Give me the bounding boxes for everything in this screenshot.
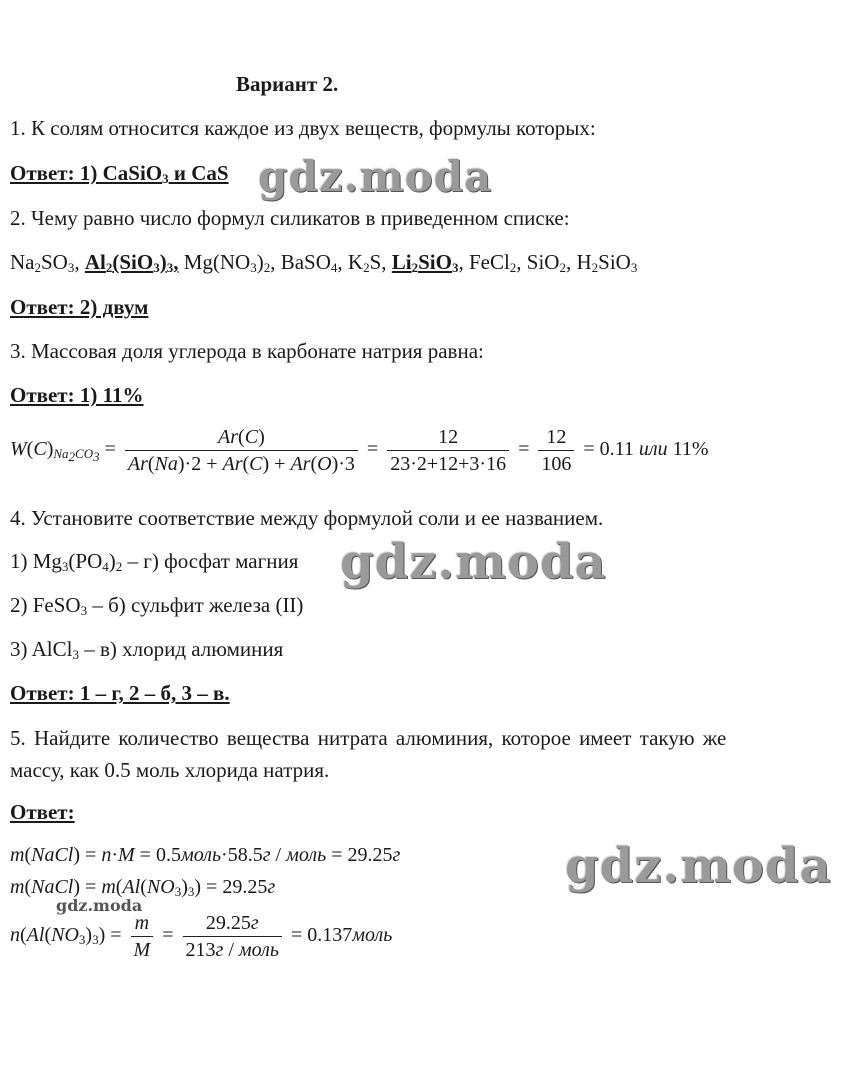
equation-line-3: $n(Al(NO_3)_3)$ = $\frac{m}{M}$ = $\frac{29.25г}{\text{213г / моль}}$ = 0.137моль: [10, 912, 393, 961]
answer-1: Ответ: 1) CaSiO$_3$ и CaS: [10, 161, 229, 186]
watermark: gdz.moda: [258, 152, 493, 201]
answer-5: Ответ:: [10, 800, 75, 824]
question-1: 1. К солям относится каждое из двух веществ, формулы которых:: [10, 116, 596, 140]
formula-list: $Na_2SO_3$, $Al_2(SiO_3)_3$, $Mg(NO_3)_2$, BaSO$_4$, $K_2S$, $Li_2SiO_3$, FeCl$_2$, SiO$_2$, $H_2SiO_3$: [10, 250, 638, 275]
question-4: 4. Установите соответствие между формулой соли и ее названием.: [10, 506, 604, 530]
watermark: gdz.moda: [56, 896, 143, 915]
question-3: 3. Массовая доля углерода в карбонате натрия равна:: [10, 339, 484, 363]
answer-4: Ответ: 1 – г, 2 – б, 3 – в.: [10, 681, 230, 705]
answer-2: Ответ: 2) двум: [10, 295, 149, 319]
page-title: Вариант 2.: [236, 72, 339, 96]
watermark: gdz.moda: [340, 534, 607, 590]
question-5-line2: массу, как 0.5 моль хлорида натрия.: [10, 758, 330, 782]
equation-line-1: m(NaCl) = n·M = 0.5моль·58.5г / моль = 29.25г: [10, 844, 401, 866]
watermark: gdz.moda: [565, 838, 832, 894]
question-5-line1: 5. Найдите количество вещества нитрата алюминия, которое имеет такую же: [10, 726, 727, 750]
question-2: 2. Чему равно число формул силикатов в приведенном списке:: [10, 206, 570, 230]
match-1: 1) $Mg_3(PO_4)_2 - г$) фосфат магния: [10, 549, 299, 574]
equation-line-2: m(NaCl) = $m(Al(NO_3)_3) = 29.25г$: [10, 876, 276, 899]
equation-mass-fraction: $W(C)_{Na_2CO_3}$ = $\frac{Ar(C)}{Ar(Na)\cdot 2 + Ar(C) + Ar(O)\cdot 3}$ = $\frac{12}{23\cdot 2+12+3\cdot 16}$ = $\frac{12}{106}$ = 0.11 или 11%: [10, 426, 709, 475]
match-3: 3) AlCl$_3$ – в) хлорид алюминия: [10, 637, 284, 662]
match-2: 2) FeSO$_3$ – б) сульфит железа (II): [10, 593, 304, 618]
answer-3: Ответ: 1) 11%: [10, 383, 144, 407]
